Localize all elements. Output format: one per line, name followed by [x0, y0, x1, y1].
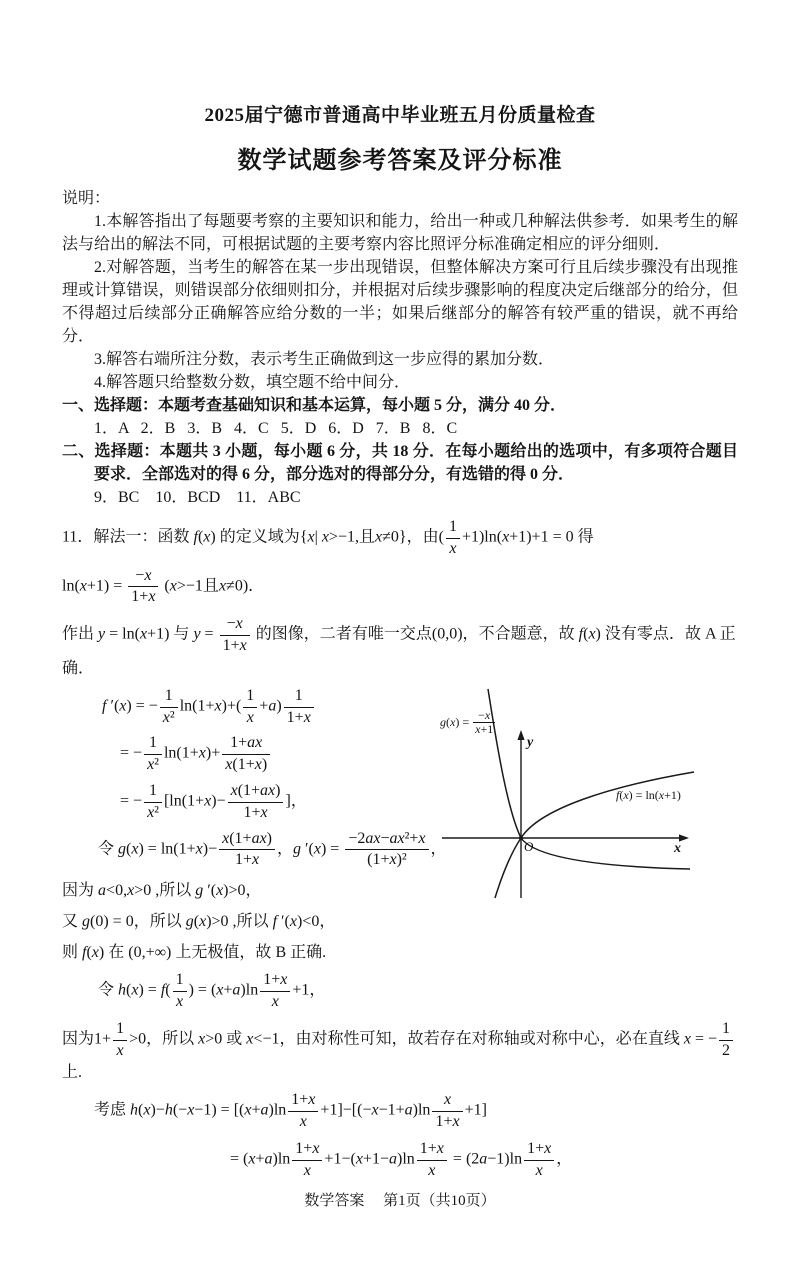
solution11-graph-conclusion-line: 作出 y = ln(x+1) 与 y = $\frac{-x}{1+x}$ 的图像，二者有唯一交点(0,0)，不合题意，故 f(x) 没有零点．故 A 正确．	[62, 615, 736, 677]
page-footer: 数学答案 第1页（共10页）	[304, 1192, 496, 1209]
reasoning-line-1: 因为 a<0,x>0 ,所以 g ′(x)>0，	[62, 882, 262, 900]
derivation-and-figure	[62, 687, 738, 962]
notes-section	[62, 187, 738, 394]
notes-heading: 说明：	[62, 190, 111, 207]
function-graph	[440, 687, 706, 901]
note-item-2: 2.对解答题，当考生的解答在某一步出现错误，但整体解决方案可行且后续步骤没有出现推理或计算错误，则错误部分依细则扣分，并根据对后续步骤影响的程度决定后继部分的给分，但不得超过后续部分正确解答应给分数的一半；如果后继部分的解答有较严重的错误，就不再给分．	[62, 259, 738, 345]
derivation-block	[62, 687, 447, 962]
graph-label-g: g(x) = $\frac{-x}{x+1}$	[440, 707, 494, 737]
solution11-domain-line: 11．解法一：函数 f(x) 的定义域为{x| x>−1,且x≠0}，由( $\frac{1}{x}$ +1)ln(x+1)+1 = 0 得	[62, 518, 594, 557]
page-subtitle: 数学试题参考答案及评分标准	[237, 148, 563, 174]
section1-heading: 一、选择题：本题考查基础知识和基本运算，每小题 5 分，满分 40 分．	[62, 397, 567, 414]
derivative-line-3: = − $\frac{1}{\text{x²}}$ [ln(1+x)− $\frac{x(1+ax)}{1+x}$ ]，	[120, 781, 307, 821]
derivative-line-1: f ′(x) = − $\frac{1}{\text{x²}}$ ln(1+x)+( $\frac{1}{x}$ +a) $\frac{1}{1+x}$	[62, 687, 447, 727]
x-axis-label: x	[674, 840, 681, 856]
h-difference-line-2: = (x+a)ln $\frac{1+x}{x}$ +1−(x+1−a)ln $\frac{1+x}{x}$ = (2a−1)ln $\frac{1+x}{x}$ ，	[230, 1139, 573, 1179]
solution-11	[62, 518, 738, 1180]
note-item-1: 1.本解答指出了每题要考察的主要知识和能力，给出一种或几种解法供参考．如果考生的解法与给出的解法不同，可根据试题的主要考察内容比照评分标准确定相应的评分细则．	[62, 213, 738, 253]
g-definition-line: 令 g(x) = ln(1+x)− $\frac{x(1+ax)}{1+x}$ ，g ′(x) = $\frac{\text{−2ax−ax²+x}}{\text{(1+x)²}}$ ，	[98, 829, 447, 869]
section1-answers: 1．A 2．B 3．B 4．C 5．D 6．D 7．B 8．C	[94, 420, 458, 437]
solution11-equation-line: ln(x+1) = $\frac{-x}{1+x}$ (x>−1且x≠0)．	[62, 566, 265, 606]
page-title: 2025届宁德市普通高中毕业班五月份质量检查	[204, 105, 596, 126]
derivative-line-2: = − $\frac{1}{\text{x²}}$ ln(1+x)+ $\frac{1+ax}{x(1+x)}$	[62, 734, 447, 774]
h-difference-line-1: 考虑 h(x)−h(−x−1) = [(x+a)ln $\frac{1+x}{x}$ +1]−[(−x−1+a)ln $\frac{x}{1+x}$ +1]	[94, 1091, 487, 1131]
note-item-4: 4.解答题只给整数分数，填空题不给中间分．	[94, 374, 411, 391]
symmetry-line: 因为1+ $\frac{1}{x}$ >0，所以 x>0 或 x<−1，由对称性可知，故若存在对称轴或对称中心，必在直线 x = − $\frac{1}{2}$ 上.	[62, 1020, 738, 1083]
h-definition-line: 令 h(x) = f( $\frac{1}{x}$ ) = (x+a)ln $\frac{1+x}{x}$ +1，	[98, 971, 326, 1010]
y-axis-label: y	[527, 734, 534, 750]
note-item-3: 3.解答右端所注分数，表示考生正确做到这一步应得的累加分数．	[94, 351, 555, 368]
graph-label-f: f(x) = ln(x+1)	[616, 787, 681, 802]
origin-label: O	[524, 838, 534, 854]
section2-heading: 二、选择题：本题共 3 小题，每小题 6 分，共 18 分．在每小题给出的选项中，有多项符合题目要求．全部选对的得 6 分，部分选对的得部分分，有选错的得 0 分．	[62, 443, 738, 483]
section2-answers: 9．BC 10．BCD 11．ABC	[94, 489, 301, 506]
reasoning-line-3: 则 f(x) 在 (0,+∞) 上无极值，故 B 正确.	[62, 944, 327, 962]
reasoning-line-2: 又 g(0) = 0，所以 g(x)>0 ,所以 f ′(x)<0，	[62, 913, 336, 931]
